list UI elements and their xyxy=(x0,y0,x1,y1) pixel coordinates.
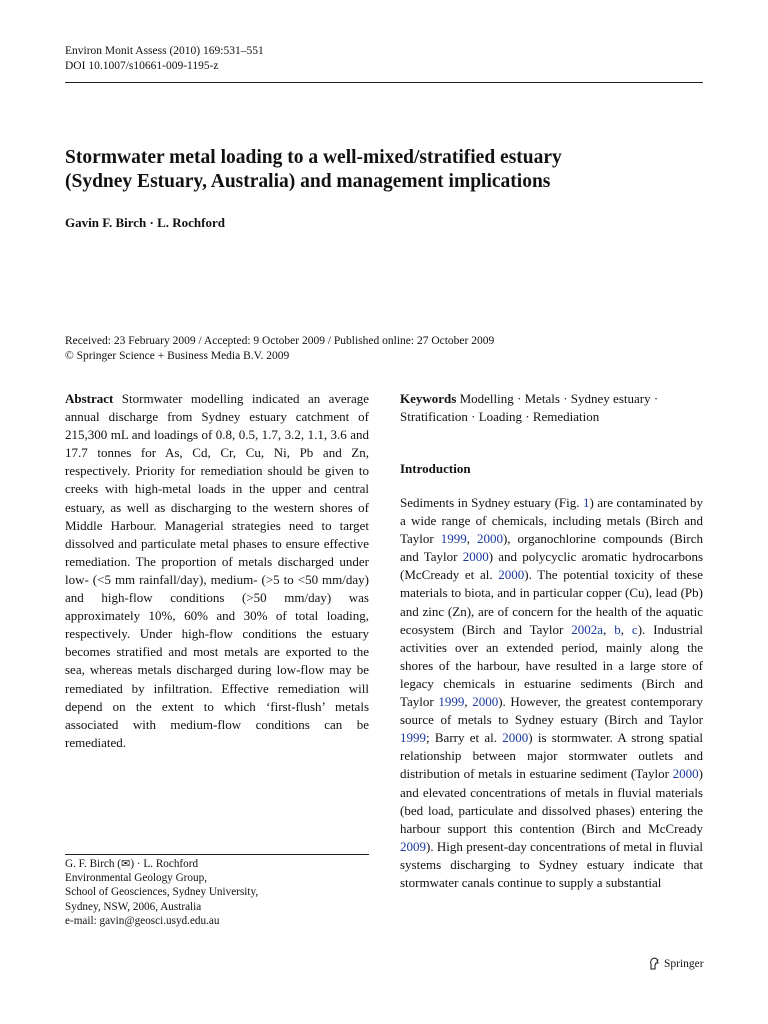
section-heading-introduction: Introduction xyxy=(400,461,471,476)
intro-text: ; Barry et al. xyxy=(426,730,503,746)
title-line-1: Stormwater metal loading to a well-mixed/stratified estuary xyxy=(65,147,562,168)
intro-text: ) and polycyclic aromatic hydrocarbons (McCready et al. xyxy=(400,549,704,583)
corresponding-authors: G. F. Birch (✉) · L. Rochford xyxy=(65,858,199,870)
keywords-label: Keywords xyxy=(400,391,457,406)
dates-line: Received: 23 February 2009 / Accepted: 9 October 2009 / Published online: 27 October 2009 xyxy=(65,335,495,347)
introduction-text xyxy=(400,494,703,892)
author-affiliation xyxy=(65,857,258,928)
affiliation-school: School of Geosciences, Sydney University, xyxy=(65,886,259,899)
intro-text: ). Industrial activities over an extended period, mainly along the shores of the harbour, have resulted in a large store of legacy chemicals in estuarine sediments (Birch and Taylor xyxy=(400,621,704,710)
citation-link[interactable]: 1999 xyxy=(438,694,465,710)
affiliation-address: Sydney, NSW, 2006, Australia xyxy=(65,900,202,913)
header-rule xyxy=(65,82,703,83)
citation-link[interactable]: 1999 xyxy=(400,730,426,746)
keywords xyxy=(400,390,703,426)
springer-horse-icon xyxy=(648,957,660,970)
intro-text: , xyxy=(620,621,632,637)
citation-link[interactable]: 2000 xyxy=(462,549,489,565)
authors: Gavin F. Birch · L. Rochford xyxy=(65,215,225,230)
doi[interactable]: DOI 10.1007/s10661-009-1195-z xyxy=(65,60,219,72)
citation-link[interactable]: 2000 xyxy=(476,531,503,547)
citation-link[interactable]: 2002a xyxy=(571,621,604,637)
intro-text: , xyxy=(603,621,615,637)
affiliation-group: Environmental Geology Group, xyxy=(65,872,207,885)
intro-text: ) is stormwater. A strong spatial relationship between major stormwater outlets and distribution of metals in estuarine sediment (Taylor xyxy=(400,730,703,782)
author-email[interactable]: e-mail: gavin@geosci.usyd.edu.au xyxy=(65,914,220,927)
publication-dates xyxy=(65,334,494,364)
intro-text: ). High present-day concentrations of metal in fluvial systems discharging to Sydney estuary indicate that stormwater canals continue to supply a substantial xyxy=(400,838,703,890)
citation-link[interactable]: b xyxy=(614,621,621,637)
intro-text: , xyxy=(464,694,473,710)
citation-link[interactable]: 1999 xyxy=(440,531,467,547)
title-line-2: (Sydney Estuary, Australia) and management implications xyxy=(65,171,551,192)
citation-link[interactable]: 2000 xyxy=(472,694,499,710)
publisher-logo xyxy=(648,957,704,970)
journal-header xyxy=(65,44,264,74)
intro-text: ) are contaminated by a wide range of chemicals, including metals (Birch and Taylor xyxy=(400,495,703,547)
citation-link[interactable]: c xyxy=(631,621,638,637)
abstract-label: Abstract xyxy=(65,391,114,406)
intro-text: , xyxy=(466,531,477,547)
article-title xyxy=(65,146,705,194)
citation-link[interactable]: 2000 xyxy=(502,730,529,746)
figure-link[interactable]: 1 xyxy=(582,495,590,510)
journal-citation: Environ Monit Assess (2010) 169:531–551 xyxy=(65,45,264,57)
springer-wordmark: Springer xyxy=(664,957,704,970)
intro-text: ), organochlorine compounds (Birch and Taylor xyxy=(400,531,704,565)
intro-text: ) and elevated concentrations of metals in fluvial materials (bed load, particulate and dissolved phases) entering the harbour support this contention (Birch and McCready xyxy=(400,766,703,836)
citation-link[interactable]: 2000 xyxy=(672,766,699,782)
keywords-text: Modelling · Metals · Sydney estuary · Stratification · Loading · Remediation xyxy=(400,391,659,425)
citation-link[interactable]: 2009 xyxy=(400,838,426,854)
intro-text: Sediments in Sydney estuary (Fig. xyxy=(400,495,583,510)
abstract xyxy=(65,390,369,752)
affiliation-rule xyxy=(65,854,369,855)
intro-text: ). However, the greatest contemporary source of metals to Sydney estuary (Birch and Taylor xyxy=(400,694,704,728)
abstract-text: Stormwater modelling indicated an average annual discharge from Sydney estuary catchment of 215,300 mL and loadings of 0.8, 0.5, 1.7, 3.2, 1.1, 3.6 and 17.7 tonnes for As, Cd, Cr, Cu, Ni, Pb and Zn, respectively. Priority for remediation should be given to creeks with high-metal loads in the upper and central estuary, as well as discharging to the western shores of Middle Harbour. Managerial strategies need to target dissolved and particulate metal phases to ensure effective remediation. The proportion of metals discharged under low- (<5 mm rainfall/day), medium- (>5 to <50 mm/day) and high-flow conditions (>50 mm/day) was approximately 10%, 60% and 30% of total loading, respectively. Under high-flow conditions the estuary becomes stratified and most metals are exported to the sea, whereas metals discharged during low-flow may be remediated by infiltration. Effective remediation will depend on the extent to which ‘first-flush’ metals associated with medium-flow conditions can be remediated. xyxy=(65,391,370,750)
intro-text: ). The potential toxicity of these materials to biota, and in particular copper (Cu), lead (Pb) and zinc (Zn), are of concern for the health of the aquatic ecosystem (Birch and Taylor xyxy=(400,567,703,637)
citation-link[interactable]: 2000 xyxy=(498,567,525,583)
copyright-line: © Springer Science + Business Media B.V. 2009 xyxy=(65,350,290,362)
